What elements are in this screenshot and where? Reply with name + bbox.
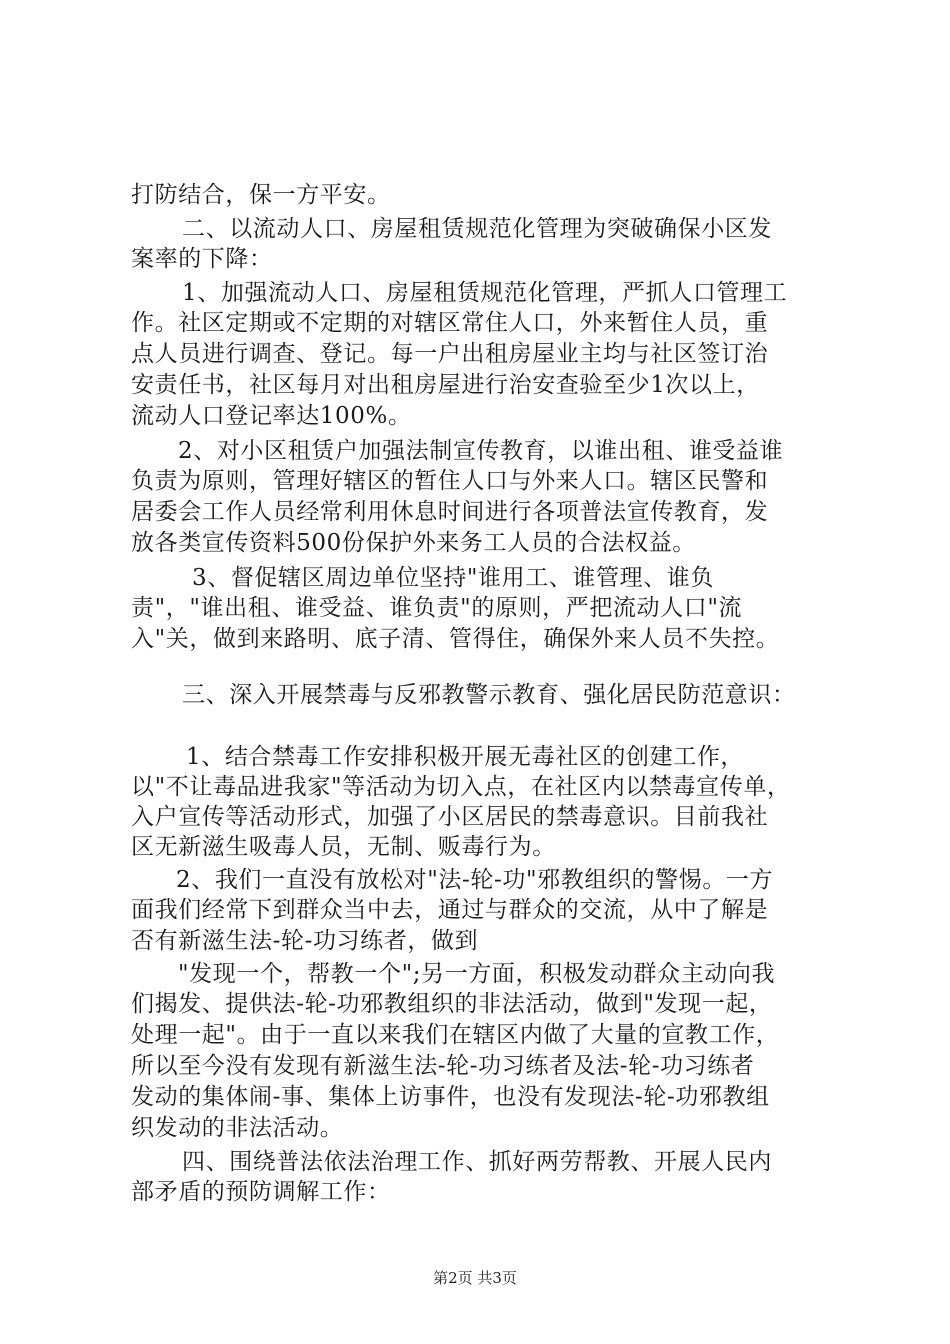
paragraph-line: 们揭发、提供法-轮-功邪教组织的非法活动，做到"发现一起， <box>131 991 773 1017</box>
paragraph-line: 以"不让毒品进我家"等活动为切入点，在社区内以禁毒宣传单， <box>131 774 791 800</box>
paragraph-line: 所以至今没有发现有新滋生法-轮-功习练者及法-轮-功习练者 <box>131 1053 755 1079</box>
paragraph-line: 1、加强流动人口、房屋租赁规范化管理，严抓人口管理工 <box>182 280 788 306</box>
paragraph-line: 处理一起"。由于一直以来我们在辖区内做了大量的宣教工作， <box>131 1022 780 1048</box>
paragraph-line: 入户宣传等活动形式，加强了小区居民的禁毒意识。目前我社 <box>131 804 769 830</box>
paragraph-line: 作。社区定期或不定期的对辖区常住人口，外来暂住人员，重 <box>131 310 769 336</box>
paragraph-line: 部矛盾的预防调解工作： <box>131 1179 391 1205</box>
paragraph-line: 3、督促辖区周边单位坚持"谁用工、谁管理、谁负 <box>192 565 715 591</box>
paragraph-line: 居委会工作人员经常利用休息时间进行各项普法宣传教育，发 <box>131 499 769 525</box>
paragraph-line: 2、对小区租赁户加强法制宣传教育，以谁出租、谁受益谁 <box>178 438 784 464</box>
section-heading-2: 二、以流动人口、房屋租赁规范化管理为突破确保小区发 <box>182 216 772 242</box>
page-footer: 第2页 共3页 <box>433 1269 517 1287</box>
paragraph-line: 发动的集体闹-事、集体上访事件，也没有发现法-轮-功邪教组 <box>131 1084 770 1110</box>
paragraph-line: 入"关，做到来路明、底子清、管得住，确保外来人员不失控。 <box>131 626 780 652</box>
paragraph-line: 负责为原则，管理好辖区的暂住人口与外来人口。辖区民警和 <box>131 468 769 494</box>
paragraph-line: 2、我们一直没有放松对"法-轮-功"邪教组织的警惕。一方 <box>176 867 774 893</box>
paragraph-line: 放各类宣传资料500份保护外来务工人员的合法权益。 <box>131 530 696 556</box>
paragraph-line: 织发动的非法活动。 <box>131 1115 344 1141</box>
paragraph-line: 1、结合禁毒工作安排积极开展无毒社区的创建工作， <box>186 744 745 770</box>
paragraph-line: 安责任书，社区每月对出租房屋进行治安查验至少1次以上， <box>131 372 760 398</box>
section-heading-3: 三、深入开展禁毒与反邪教警示教育、强化居民防范意识： <box>182 682 796 708</box>
paragraph-line: 区无新滋生吸毒人员，无制、贩毒行为。 <box>131 834 556 860</box>
paragraph-line: 案率的下降： <box>131 246 273 272</box>
paragraph-line: 面我们经常下到群众当中去，通过与群众的交流，从中了解是 <box>131 897 769 923</box>
paragraph-line: "发现一个，帮教一个";另一方面，积极发动群众主动向我 <box>178 961 776 987</box>
paragraph-line: 责"，"谁出租、谁受益、谁负责"的原则，严把流动人口"流 <box>131 595 743 621</box>
paragraph-line: 流动人口登记率达100%。 <box>131 403 412 429</box>
paragraph-line: 否有新滋生法-轮-功习练者，做到 <box>131 928 479 954</box>
section-heading-4: 四、围绕普法依法治理工作、抓好两劳帮教、开展人民内 <box>182 1149 772 1175</box>
paragraph-line: 点人员进行调查、登记。每一户出租房屋业主均与社区签订治 <box>131 341 769 367</box>
paragraph-line: 打防结合，保一方平安。 <box>131 182 391 208</box>
